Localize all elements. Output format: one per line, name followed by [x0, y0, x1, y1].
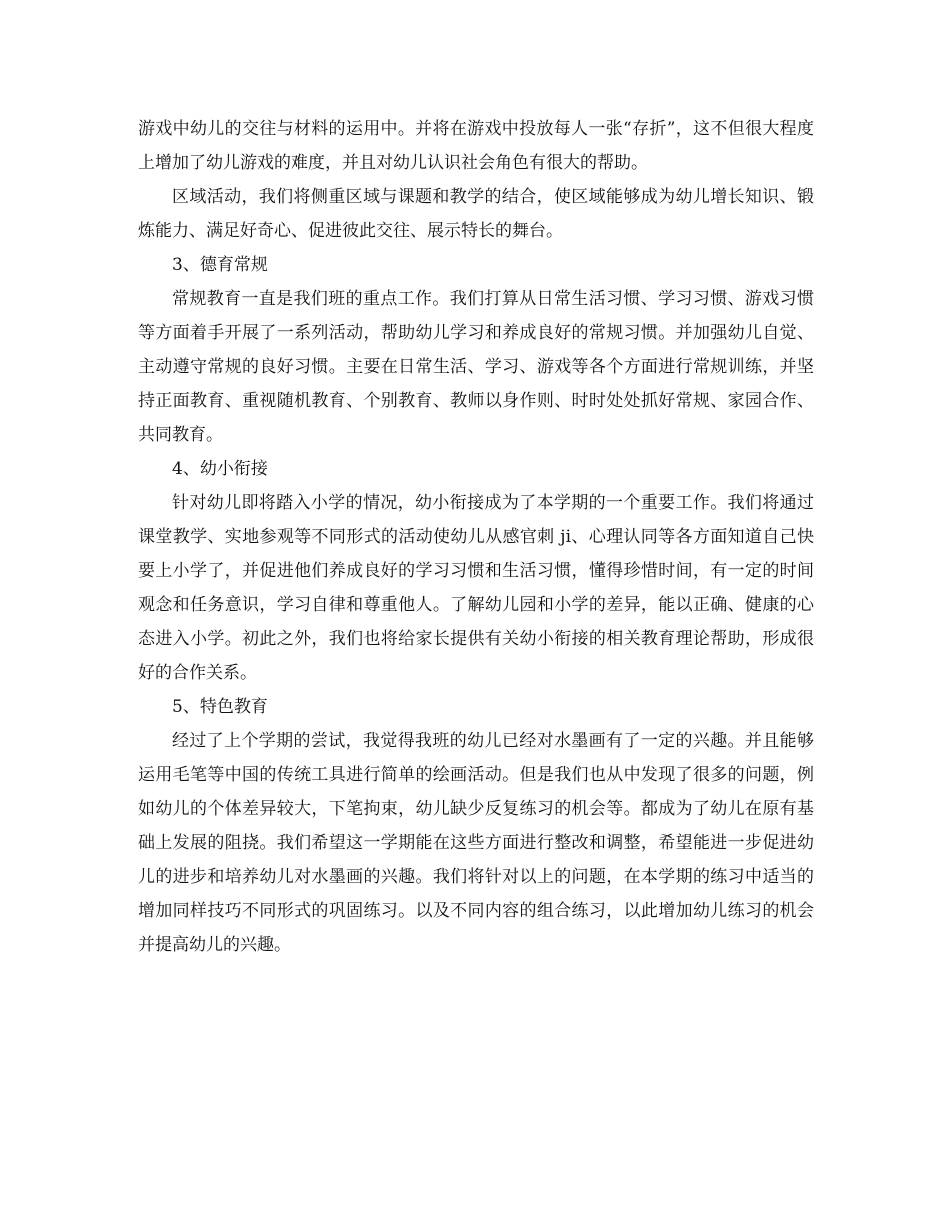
paragraph-routine-education: 常规教育一直是我们班的重点工作。我们打算从日常生活习惯、学习习惯、游戏习惯等方面着手开展了一系列活动，帮助幼儿学习和养成良好的常规习惯。并加强幼儿自觉、主动遵守常规的良好习惯。主要在日常生活、学习、游戏等各个方面进行常规训练，并坚持正面教育、重视随机教育、个别教育、教师以身作则、时时处处抓好常规、家园合作、共同教育。	[138, 289, 814, 445]
document-page	[138, 112, 814, 962]
paragraph-transition: 针对幼儿即将踏入小学的情况，幼小衔接成为了本学期的一个重要工作。我们将通过课堂教学、实地参观等不同形式的活动使幼儿从感官刺 ji、心理认同等各方面知道自己快要上小学了，并促进他们养成良好的学习习惯和生活习惯，懂得珍惜时间，有一定的时间观念和任务意识，学习自律和尊重他人。了解幼儿园和小学的差异，能以正确、健康的心态进入小学。初此之外，我们也将给家长提供有关幼小衔接的相关教育理论帮助，形成很好的合作关系。	[138, 493, 814, 683]
section-heading-transition: 4、幼小衔接	[172, 459, 268, 479]
section-heading-special-education: 5、特色教育	[172, 697, 268, 717]
paragraph-ink-painting: 经过了上个学期的尝试，我觉得我班的幼儿已经对水墨画有了一定的兴趣。并且能够运用毛笔等中国的传统工具进行简单的绘画活动。但是我们也从中发现了很多的问题，例如幼儿的个体差异较大，下笔拘束，幼儿缺少反复练习的机会等。都成为了幼儿在原有基础上发展的阻挠。我们希望这一学期能在这些方面进行整改和调整，希望能进一步促进幼儿的进步和培养幼儿对水墨画的兴趣。我们将针对以上的问题，在本学期的练习中适当的增加同样技巧不同形式的巩固练习。以及不同内容的组合练习，以此增加幼儿练习的机会并提高幼儿的兴趣。	[138, 731, 814, 955]
paragraph-regional-activities: 区域活动，我们将侧重区域与课题和教学的结合，使区域能够成为幼儿增长知识、锻炼能力、满足好奇心、促进彼此交往、展示特长的舞台。	[138, 187, 814, 241]
paragraph-continuation: 游戏中幼儿的交往与材料的运用中。并将在游戏中投放每人一张“存折”，这不但很大程度上增加了幼儿游戏的难度，并且对幼儿认识社会角色有很大的帮助。	[138, 119, 814, 173]
section-heading-moral-routine: 3、德育常规	[172, 255, 268, 275]
